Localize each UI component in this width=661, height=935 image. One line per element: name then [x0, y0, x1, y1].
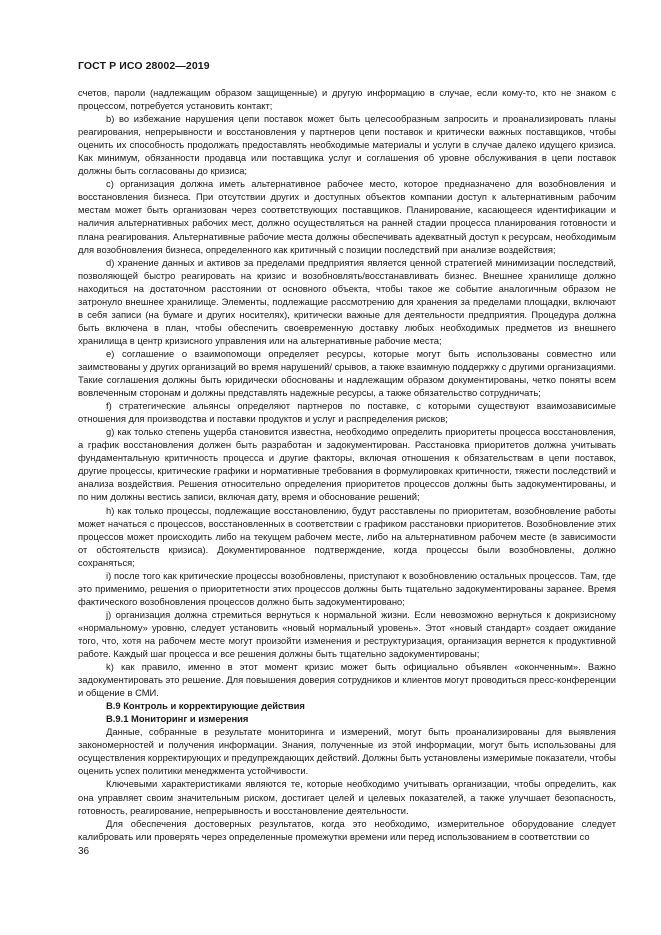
paragraph-b91-1: Данные, собранные в результате мониторинга и измерений, могут быть проанализированы для выявления закономерностей и получения информации. Знания, полученные из этой информации, могут быть использованы для осуществления корректирующих и предупреждающих действий. Должны быть установлены измеримые показатели, чтобы оценить успех политики менеджмента устойчивости. — [78, 726, 617, 777]
list-item-h: h) как только процессы, подлежащие восстановлению, будут расставлены по приоритетам, возобновление работы может начаться с процессов, восстановленных в соответствии с графиком расстановки приоритетов. Возобновление этих процессов может происходить либо на текущем рабочем месте, либо на альтернативном рабочем месте (в зависимости от обстоятельств кризиса). Документированное подтверждение, когда процессы были возобновлены, должно сохраняться; — [78, 504, 616, 568]
section-heading-b91: B.9.1 Мониторинг и измерения — [106, 713, 249, 725]
paragraph-continuation: счетов, пароли (надлежащим образом защищенные) и другую информацию в случае, если кому-то, кто не знаком с процессом, потребуется установить контакт; — [78, 87, 616, 112]
list-item-k: k) как правило, именно в этот момент кризис может быть официально объявлен «оконченным». Важно задокументировать это решение. Для повышения доверия сотрудников и клиентов могут проводиться пресс-конференции и общение в СМИ. — [78, 661, 617, 699]
document-body — [78, 86, 616, 843]
list-item-b: b) во избежание нарушения цепи поставок может быть целесообразным запросить и проанализировать планы реагирования, непрерывности и восстановления у партнеров цепи поставок и критически важных поставщиков, чтобы оценить их способность продолжать предоставлять необходимые материалы и услуги в случае далеко идущего кризиса. Как минимум, обязанности продавца или поставщика услуг и соглашения об уровне обслуживания в цепи поставок должны быть согласованы до кризиса; — [78, 113, 616, 177]
paragraph-b91-3: Для обеспечения достоверных результатов, когда это необходимо, измерительное оборудование следует калибровать или проверять через определенные промежутки времени или перед использованием в соответствии со — [78, 817, 616, 842]
page-number: 36 — [78, 846, 90, 857]
list-item-j: j) организация должна стремиться вернуться к нормальной жизни. Если невозможно вернуться к докризисному «нормальному» уровню, следует установить «новый нормальный уровень». Этот «новый стандарт» создает ожидание того, что, хотя на рабочем месте могут произойти изменения и реструктуризация, организация вернется к продуктивной работе. Каждый шаг процесса и все решения должны быть тщательно задокументированы; — [78, 608, 616, 660]
list-item-d: d) хранение данных и активов за пределами предприятия является ценной стратегией минимизации последствий, позволяющей быстро реагировать на кризис и возобновлять/восстанавливать бизнес. Внешнее хранилище должно находиться на достаточном расстоянии от основного объекта, чтобы такое же событие аналогичным образом не затронуло внешнее хранилище. Элементы, подлежащие рассмотрению для хранения за пределами площадки, включают в себя записи (на бумаге и других носителях), критически важные для деятельности предприятия. Процедура должна быть включена в план, чтобы обеспечить своевременную доставку любых необходимых предметов из внешнего хранилища в центр кризисного управления или на альтернативные рабочие места; — [78, 256, 616, 346]
list-item-c: c) организация должна иметь альтернативное рабочее место, которое предназначено для возобновления и восстановления бизнеса. При отсутствии других и доступных объектов компании доступ к альтернативным рабочим местам может быть организован через соответствующих поставщиков. Планирование, касающееся идентификации и наличия альтернативных рабочих мест, должно осуществляться на ранней стадии процесса планирования готовности и плана реагирования. Альтернативные рабочие места должны обеспечивать адекватный доступ к ресурсам, необходимым для возобновления бизнеса, определенного как критичный с позиции последствий при анализе воздействия; — [78, 178, 616, 255]
list-item-i: i) после того как критические процессы возобновлены, приступают к возобновлению остальных процессов. Там, где это применимо, решения о приоритетности этих процессов должны быть тщательно задокументированы заранее. Время фактического возобновления процессов должно быть задокументировано; — [78, 569, 616, 607]
section-heading-b9: B.9 Контроль и корректирующие действия — [106, 700, 305, 712]
paragraph-b91-2: Ключевыми характеристиками являются те, которые необходимо учитывать организации, чтобы определить, как она управляет своим значительным риском, достигает целей и целевых показателей, а также улучшает безопасность, готовность, реагирование, непрерывность и восстановление деятельности. — [78, 778, 616, 816]
list-item-f: f) стратегические альянсы определяют партнеров по поставке, с которыми существуют взаимозависимые отношения для производства и поставки продуктов и услуг и распределения рисков; — [78, 400, 616, 425]
list-item-g: g) как только степень ущерба становится известна, необходимо определить приоритеты процесса восстановления, а график восстановления должен быть разработан и задокументирован. Расстановка приоритетов должна учитывать фундаментальную критичность процесса и другие факторы, включая отношения к обязательствам в цепи поставок, другие процессы, критические графики и нормативные требования в формулировках критичности, тяжести последствий и анализа воздействия. Решения относительно определения приоритетов процессов должны быть задокументированы, и по ним должны вестись записи, включая дату, время и обоснование решений; — [78, 426, 616, 503]
document-header: ГОСТ Р ИСО 28002—2019 — [78, 60, 210, 72]
list-item-e: e) соглашение о взаимопомощи определяет ресурсы, которые могут быть использованы совместно или заимствованы у других организаций во время нарушений/ срывов, а также взаимную поддержку с другими организациями. Такие соглашения должны быть юридически обоснованы и надлежащим образом документированы, четко поняты всем вовлеченным сторонам и должны представлять надежные ресурсы, а также обязательство сотрудничать; — [78, 347, 616, 399]
